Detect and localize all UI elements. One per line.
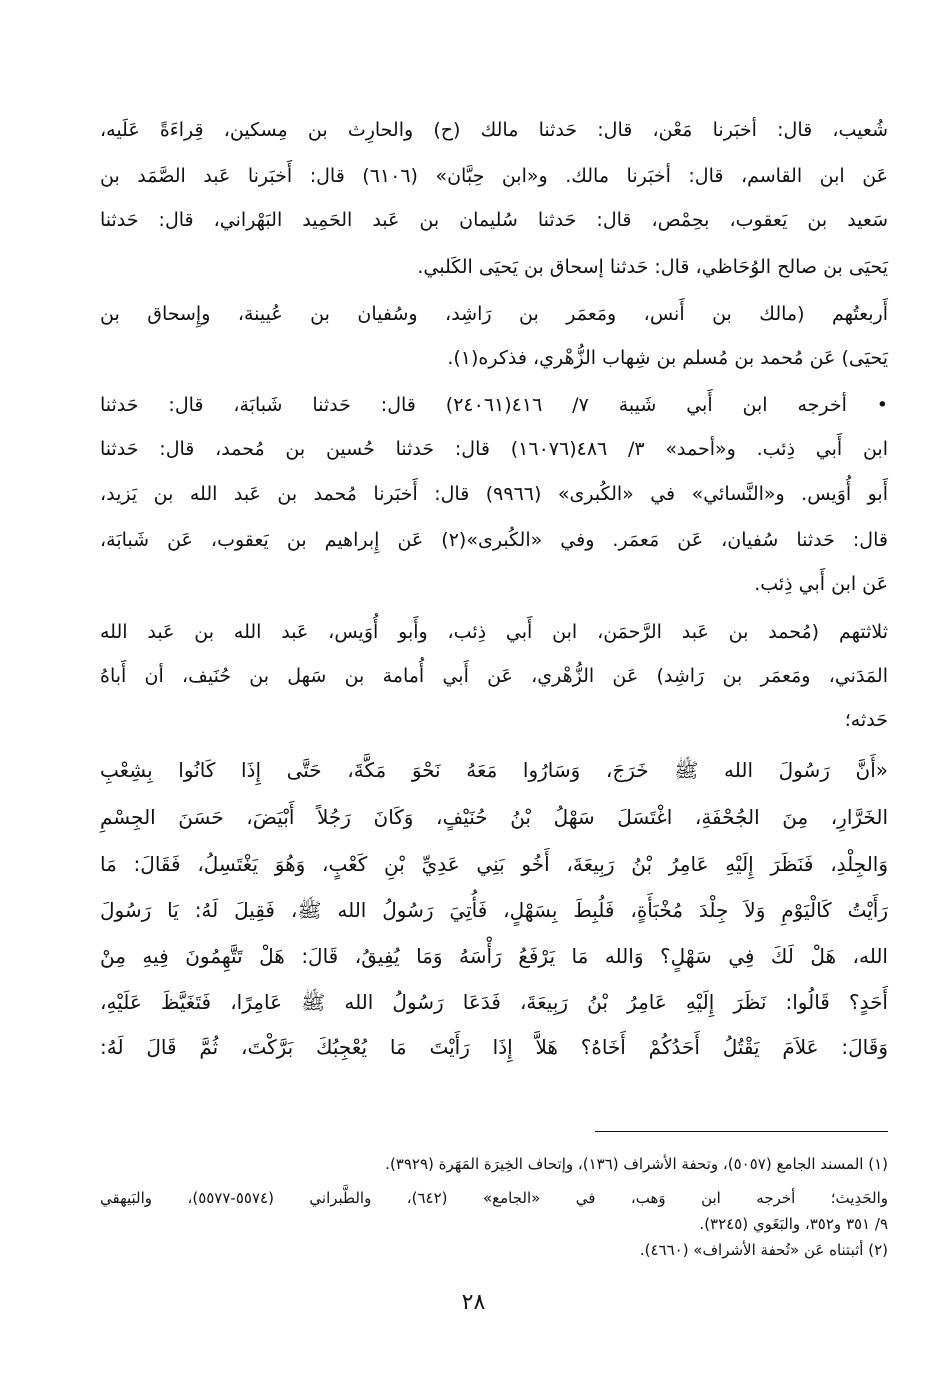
text-line: حَدثه؛ <box>844 709 888 731</box>
footnote-line: ٩/ ٣٥١ و٣٥٢، والبَغَوي (٣٢٤٥). <box>699 1215 888 1233</box>
footnote-divider <box>595 1131 888 1132</box>
text-line: عَن ابن القاسم، قال: أخبَرنا مالك. و«ابن حِبَّان» (٦١٠٦) قال: أَخبَرنا عَبد الصَّمَد بن <box>100 165 888 187</box>
text-line: المَدَني، ومَعمَر بن رَاشِد) عَن الزُّهْري، عَن أَبي أُمامة بن سَهل بن حُنَيف، أن أَباهُ <box>100 665 888 687</box>
hadith-line: رَأَيْتُ كَالْيَوْمِ وَلاَ جِلْدَ مُخْبَأَةٍ، فَلُبِطَ بِسَهْلٍ، فَأُتِيَ رَسُولُ الله ﷺ، فَقِيلَ لَهُ: يَا رَسُولَ <box>100 898 888 922</box>
hadith-line: الله، هَلْ لَكَ فِي سَهْلٍ؟ وَالله مَا يَرْفَعُ رَأْسَهُ وَمَا يُفِيقُ، قَالَ: هَلْ تَتَّهِمُونَ فِيهِ مِنْ <box>100 944 888 968</box>
text-line: عَن ابن أَبي ذِئب. <box>754 573 888 595</box>
hadith-line: وَالجِلْدِ، فَنَظَرَ إِلَيْهِ عَامِرُ بْنُ رَبِيعَةَ، أَخُو بَنِي عَدِيِّ بْنِ كَعْبٍ، وَهُوَ يَغْتَسِلُ، فَقَالَ: مَا <box>100 852 888 876</box>
footnote-line: والحَدِيث؛ أخرجه ابن وَهب، في «الجامع» (٦٤٢)، والطَّبراني (٥٥٧٤-٥٥٧٧)، والبَيهقي <box>100 1189 888 1207</box>
hadith-line: أَحَدٍ؟ قَالُوا: نَظَرَ إِلَيْهِ عَامِرُ بْنُ رَبِيعَةَ، فَدَعَا رَسُولُ الله ﷺ عَامِرًا، فَتَغَيَّظَ عَلَيْهِ، <box>100 990 888 1014</box>
hadith-line: وَقَالَ: عَلاَمَ يَقْتُلُ أَحَدُكُمْ أَخَاهُ؟ هَلاَّ إِذَا رَأَيْتَ مَا يُعْجِبُكَ بَرَّكْتَ، ثُمَّ قَالَ لَهُ: <box>100 1035 888 1059</box>
text-line: يَحيَى بن صالح الوُحَاظي، قال: حَدثنا إسحاق بن يَحيَى الكَلبي. <box>417 256 888 278</box>
text-line: شُعيب، قال: أخبَرنا مَعْن، قال: حَدثنا مالك (ح) والحارِث بن مِسكين، قِراءَةً عَلَيه، <box>100 119 888 141</box>
text-line: سَعيد بن يَعقوب، بحِمْص، قال: حَدثنا سُليمان بن عَبد الحَمِيد البَهْراني، قال: حَدثنا <box>100 209 888 231</box>
text-line: أَبو أُوَيس. و«النَّسائي» في «الكُبرى» (٩٩٦٦) قال: أَخبَرنا مُحمد بن عَبد الله بن يَزيد، <box>100 483 888 505</box>
footnote-line: (٢) أثبتناه عَن «تُحفة الأشراف» (٤٦٦٠). <box>639 1241 888 1259</box>
page-number: ٢٨ <box>461 1290 486 1315</box>
text-line: • أخرجه ابن أَبي شَيبة ٧/ ٤١٦(٢٤٠٦١) قال: حَدثنا شَبابَة، قال: حَدثنا <box>100 394 888 416</box>
footnote-line: (١) المسند الجامع (٥٠٥٧)، وتحفة الأشراف (١٣٦)، وإتحاف الخِيرَة المَهَرة (٣٩٢٩). <box>385 1155 888 1173</box>
text-line: أَربعتُهم (مالك بن أَنس، ومَعمَر بن رَاشِد، وسُفيان بن عُيينة، وإِسحاق بن <box>100 303 888 325</box>
hadith-line: «أَنَّ رَسُولَ الله ﷺ خَرَجَ، وَسَارُوا مَعَهُ نَحْوَ مَكَّةَ، حَتَّى إِذَا كَانُوا بِشِعْبِ <box>100 758 888 782</box>
hadith-line: الخَرَّارِ، مِنَ الجُحْفَةِ، اغْتَسَلَ سَهْلُ بْنُ حُنَيْفٍ، وَكَانَ رَجُلاً أَبْيَضَ، حَسَنَ الجِسْمِ <box>100 805 888 829</box>
text-line: ثلاثتهم (مُحمد بن عَبد الرَّحمَن، ابن أَبي ذِئب، وأَبو أُوَيس، عَبد الله بن عَبد الله <box>100 621 888 643</box>
text-line: قال: حَدثنا سُفيان، عَن مَعمَر. وفي «الكُبرى»(٢) عَن إِبراهيم بن يَعقوب، عَن شَبابَة، <box>100 529 888 551</box>
text-line: ابن أَبي ذِئب. و«أحمد» ٣/ ٤٨٦(١٦٠٧٦) قال: حَدثنا حُسين بن مُحمد، قال: حَدثنا <box>100 438 888 460</box>
text-line: يَحيَى) عَن مُحمد بن مُسلم بن شِهاب الزُّهْري، فذكره(١). <box>447 347 888 369</box>
